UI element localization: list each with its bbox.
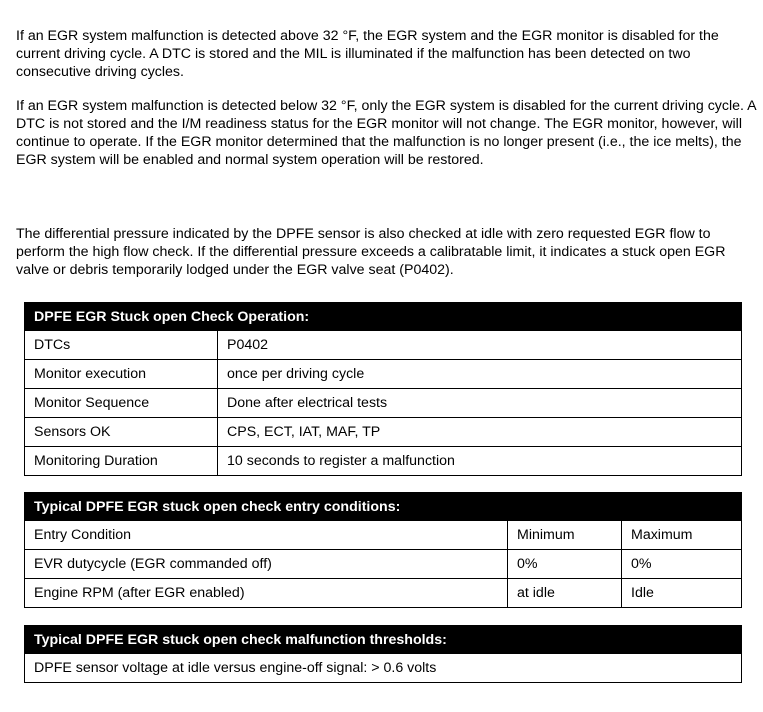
header-spacer: [508, 493, 622, 521]
table-cell-label: Monitoring Duration: [25, 447, 218, 476]
operation-table: [24, 302, 742, 476]
column-header-maximum: Maximum: [622, 521, 742, 550]
table-header-row: [25, 303, 742, 331]
table-cell-value: P0402: [218, 331, 742, 360]
table-row: [25, 550, 742, 579]
operation-table-title: DPFE EGR Stuck open Check Operation:: [25, 303, 742, 331]
table-header-row: [25, 626, 742, 654]
paragraph-above-32f: If an EGR system malfunction is detected above 32 °F, the EGR system and the EGR monitor is disabled for the current driving cycle. A DTC is stored and the MIL is illuminated if the malfunction has been detected on two consecutive driving cycles.: [16, 28, 719, 80]
thresholds-table-title: Typical DPFE EGR stuck open check malfunction thresholds:: [25, 626, 742, 654]
table-cell-condition: EVR dutycycle (EGR commanded off): [25, 550, 508, 579]
table-row: [25, 447, 742, 476]
table-cell-value: CPS, ECT, IAT, MAF, TP: [218, 418, 742, 447]
table-header-row: [25, 493, 742, 521]
table-cell-label: Sensors OK: [25, 418, 218, 447]
thresholds-table: [24, 625, 742, 683]
table-row: [25, 418, 742, 447]
table-row: [25, 579, 742, 608]
table-cell-label: Monitor Sequence: [25, 389, 218, 418]
table-cell-threshold: DPFE sensor voltage at idle versus engine-off signal: > 0.6 volts: [25, 654, 742, 683]
column-header-entry-condition: Entry Condition: [25, 521, 508, 550]
header-spacer: [622, 493, 742, 521]
entry-conditions-table-title: Typical DPFE EGR stuck open check entry conditions:: [25, 493, 508, 521]
column-header-minimum: Minimum: [508, 521, 622, 550]
entry-conditions-table: [24, 492, 742, 608]
table-column-header-row: [25, 521, 742, 550]
table-cell-value: 10 seconds to register a malfunction: [218, 447, 742, 476]
table-cell-label: Monitor execution: [25, 360, 218, 389]
table-cell-minimum: at idle: [508, 579, 622, 608]
table-cell-maximum: Idle: [622, 579, 742, 608]
table-cell-value: Done after electrical tests: [218, 389, 742, 418]
paragraph-differential-pressure: The differential pressure indicated by the DPFE sensor is also checked at idle with zero requested EGR flow to perform the high flow check. If the differential pressure exceeds a calibratable limit, it indicates a stuck open EGR valve or debris temporarily lodged under the EGR valve seat (P0402).: [16, 226, 726, 278]
table-cell-label: DTCs: [25, 331, 218, 360]
paragraph-below-32f: If an EGR system malfunction is detected below 32 °F, only the EGR system is disabled for the current driving cycle. A DTC is not stored and the I/M readiness status for the EGR monitor will not change. The EGR monitor, however, will continue to operate. If the EGR monitor determined that the malfunction is no longer present (i.e., the ice melts), the EGR system will be enabled and normal system operation will be restored.: [16, 98, 756, 168]
table-row: [25, 389, 742, 418]
table-row: [25, 331, 742, 360]
table-row: [25, 360, 742, 389]
table-row: [25, 654, 742, 683]
table-cell-maximum: 0%: [622, 550, 742, 579]
table-cell-value: once per driving cycle: [218, 360, 742, 389]
table-cell-condition: Engine RPM (after EGR enabled): [25, 579, 508, 608]
table-cell-minimum: 0%: [508, 550, 622, 579]
